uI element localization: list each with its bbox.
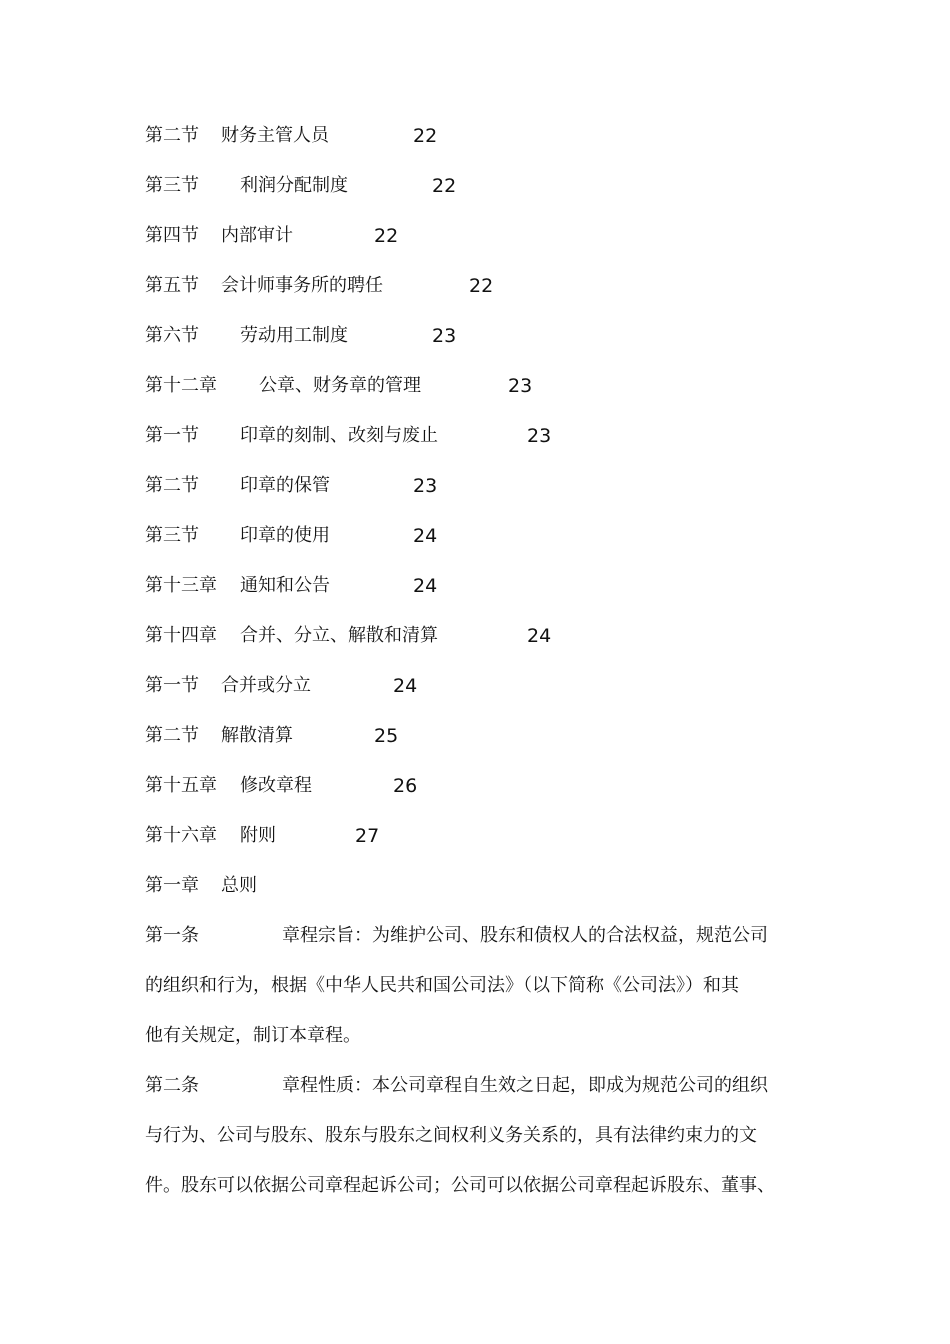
article-text: 章程性质：本公司章程自生效之日起，即成为规范公司的组织 [282,1075,768,1096]
toc-title: 财务主管人员 [221,125,329,146]
toc-page-number: 27 [355,825,380,847]
toc-label: 第十三章 [145,575,217,596]
toc-page-number: 23 [413,475,438,497]
toc-title: 解散清算 [221,725,293,746]
article-text: 的组织和行为，根据《中华人民共和国公司法》（以下简称《公司法》）和其 [145,975,739,996]
toc-page-number: 25 [374,725,399,747]
toc-page-number: 22 [469,275,494,297]
toc-label: 第二节 [145,475,199,496]
article-label: 第二条 [145,1075,199,1096]
toc-label: 第五节 [145,275,199,296]
toc-label: 第一节 [145,425,199,446]
toc-page-number: 26 [393,775,418,797]
toc-page-number: 22 [432,175,457,197]
toc-title: 印章的刻制、改刻与废止 [240,425,438,446]
toc-label: 第四节 [145,225,199,246]
toc-title: 印章的保管 [240,475,330,496]
toc-title: 合并、分立、解散和清算 [240,625,438,646]
toc-title: 劳动用工制度 [240,325,348,346]
toc-label: 第二节 [145,725,199,746]
toc-label: 第十六章 [145,825,217,846]
toc-page-number: 22 [374,225,399,247]
toc-title: 会计师事务所的聘任 [221,275,383,296]
toc-label: 第一节 [145,675,199,696]
toc-title: 修改章程 [240,775,312,796]
article-text: 他有关规定，制订本章程。 [145,1025,361,1046]
toc-title: 合并或分立 [221,675,311,696]
toc-page-number: 23 [508,375,533,397]
chapter-label: 第一章 [145,875,199,896]
toc-label: 第三节 [145,175,199,196]
article-text: 与行为、公司与股东、股东与股东之间权利义务关系的，具有法律约束力的文 [145,1125,757,1146]
article-label: 第一条 [145,925,199,946]
toc-label: 第十二章 [145,375,217,396]
toc-page-number: 24 [393,675,418,697]
toc-label: 第六节 [145,325,199,346]
toc-page-number: 24 [413,575,438,597]
toc-label: 第十四章 [145,625,217,646]
toc-page-number: 23 [432,325,457,347]
toc-page-number: 24 [413,525,438,547]
toc-title: 印章的使用 [240,525,330,546]
toc-title: 附则 [240,825,276,846]
toc-label: 第三节 [145,525,199,546]
toc-label: 第二节 [145,125,199,146]
toc-title: 利润分配制度 [240,175,348,196]
toc-title: 内部审计 [221,225,293,246]
toc-page-number: 22 [413,125,438,147]
toc-page-number: 24 [527,625,552,647]
toc-label: 第十五章 [145,775,217,796]
chapter-title: 总则 [221,875,257,896]
toc-title: 公章、财务章的管理 [259,375,421,396]
article-text: 章程宗旨：为维护公司、股东和债权人的合法权益，规范公司 [282,925,768,946]
article-text: 件。股东可以依据公司章程起诉公司；公司可以依据公司章程起诉股东、董事、 [145,1175,775,1196]
toc-page-number: 23 [527,425,552,447]
toc-title: 通知和公告 [240,575,330,596]
